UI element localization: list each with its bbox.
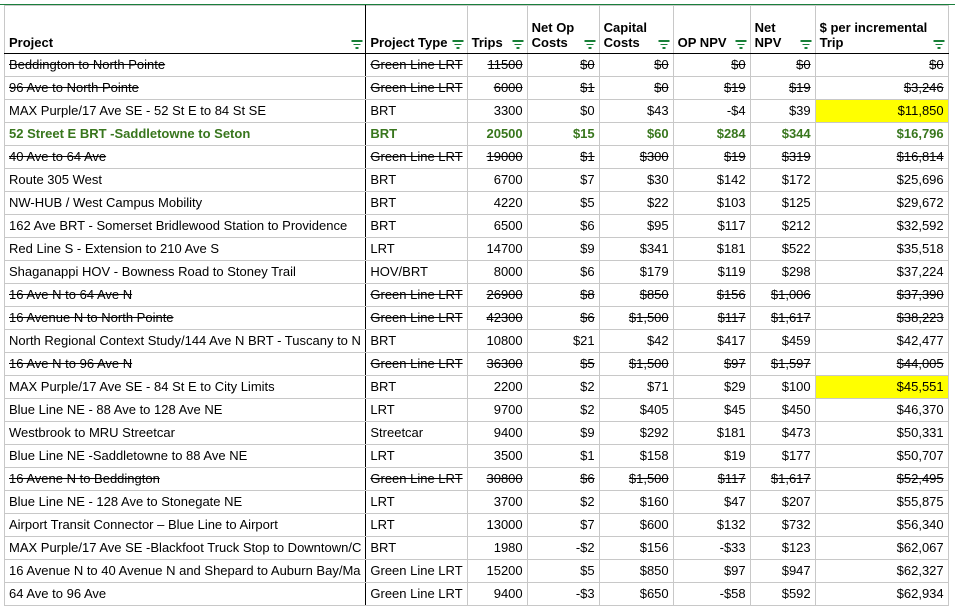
header-trips[interactable] (467, 6, 527, 54)
cell-capital[interactable]: $60 (599, 123, 673, 146)
cell-capital[interactable]: $30 (599, 169, 673, 192)
cell-netnpv[interactable]: $592 (750, 583, 815, 606)
table-row (5, 123, 949, 146)
cell-opnpv[interactable]: $45 (673, 399, 750, 422)
cell-netnpv[interactable]: $0 (750, 54, 815, 77)
cell-opnpv[interactable]: -$33 (673, 537, 750, 560)
cell-capital[interactable]: $1,500 (599, 353, 673, 376)
cell-type[interactable]: BRT (366, 537, 467, 560)
cell-netop[interactable]: $5 (527, 353, 599, 376)
cell-netnpv[interactable]: $459 (750, 330, 815, 353)
cell-capital[interactable]: $600 (599, 514, 673, 537)
cell-capital[interactable]: $42 (599, 330, 673, 353)
cell-per-trip[interactable]: $50,331 (815, 422, 948, 445)
cell-project[interactable]: MAX Purple/17 Ave SE -Blackfoot Truck Stop to Downtown/C (5, 537, 366, 560)
cell-per-trip[interactable]: $44,005 (815, 353, 948, 376)
table-row (5, 284, 949, 307)
cell-capital[interactable]: $160 (599, 491, 673, 514)
table-row (5, 146, 949, 169)
cell-netnpv[interactable]: $1,617 (750, 468, 815, 491)
cell-netnpv[interactable]: $19 (750, 77, 815, 100)
cell-type[interactable]: BRT (366, 330, 467, 353)
cell-opnpv[interactable]: -$58 (673, 583, 750, 606)
header-project[interactable] (5, 6, 366, 54)
cell-project[interactable]: MAX Purple/17 Ave SE - 84 St E to City Limits (5, 376, 366, 399)
cell-netop[interactable]: $1 (527, 77, 599, 100)
cell-opnpv[interactable]: $29 (673, 376, 750, 399)
cell-trips[interactable]: 9400 (467, 583, 527, 606)
table-row (5, 560, 949, 583)
filter-icon[interactable] (453, 40, 464, 49)
header-project-label: Project (9, 35, 54, 50)
cell-netop[interactable]: $7 (527, 169, 599, 192)
cell-type[interactable]: BRT (366, 169, 467, 192)
cell-trips[interactable]: 30800 (467, 468, 527, 491)
cell-opnpv[interactable]: -$4 (673, 100, 750, 123)
table-row (5, 353, 949, 376)
cell-type[interactable]: Green Line LRT (366, 307, 467, 330)
cell-netop[interactable]: $7 (527, 514, 599, 537)
cell-capital[interactable]: $71 (599, 376, 673, 399)
cell-type[interactable]: Green Line LRT (366, 468, 467, 491)
cell-opnpv[interactable]: $19 (673, 146, 750, 169)
cell-netop[interactable]: $6 (527, 215, 599, 238)
cell-trips[interactable]: 42300 (467, 307, 527, 330)
cell-capital[interactable]: $300 (599, 146, 673, 169)
cell-trips[interactable]: 10800 (467, 330, 527, 353)
cell-trips[interactable]: 11500 (467, 54, 527, 77)
cell-per-trip[interactable]: $62,067 (815, 537, 948, 560)
cell-netnpv[interactable]: $298 (750, 261, 815, 284)
header-per-trip-label: $ per incremental Trip (819, 20, 928, 50)
cell-type[interactable]: LRT (366, 445, 467, 468)
cell-opnpv[interactable]: $142 (673, 169, 750, 192)
filter-icon[interactable] (801, 40, 812, 49)
cell-netop[interactable]: $1 (527, 445, 599, 468)
cell-capital[interactable]: $341 (599, 238, 673, 261)
cell-per-trip[interactable]: $50,707 (815, 445, 948, 468)
cell-per-trip[interactable]: $16,796 (815, 123, 948, 146)
cell-netop[interactable]: $0 (527, 100, 599, 123)
filter-icon[interactable] (351, 40, 362, 49)
cell-trips[interactable]: 2200 (467, 376, 527, 399)
cell-per-trip[interactable]: $11,850 (815, 100, 948, 123)
cell-netnpv[interactable]: $172 (750, 169, 815, 192)
cell-netop[interactable]: $5 (527, 192, 599, 215)
cell-per-trip[interactable]: $62,934 (815, 583, 948, 606)
cell-project[interactable]: Blue Line NE -Saddletowne to 88 Ave NE (5, 445, 366, 468)
cell-type[interactable]: Green Line LRT (366, 560, 467, 583)
cell-project[interactable]: 40 Ave to 64 Ave (5, 146, 366, 169)
cell-project[interactable]: North Regional Context Study/144 Ave N BRT - Tuscany to N (5, 330, 366, 353)
header-netop[interactable] (527, 6, 599, 54)
header-opnpv-label: OP NPV (677, 35, 727, 50)
filter-icon[interactable] (934, 40, 945, 49)
cell-trips[interactable]: 14700 (467, 238, 527, 261)
cell-netnpv[interactable]: $319 (750, 146, 815, 169)
cell-per-trip[interactable]: $37,390 (815, 284, 948, 307)
cell-type[interactable]: LRT (366, 399, 467, 422)
cell-per-trip[interactable]: $29,672 (815, 192, 948, 215)
cell-trips[interactable]: 26900 (467, 284, 527, 307)
cell-netnpv[interactable]: $212 (750, 215, 815, 238)
cell-project[interactable]: Red Line S - Extension to 210 Ave S (5, 238, 366, 261)
table-row (5, 307, 949, 330)
cell-per-trip[interactable]: $56,340 (815, 514, 948, 537)
cell-trips[interactable]: 6500 (467, 215, 527, 238)
cell-trips[interactable]: 6700 (467, 169, 527, 192)
cell-opnpv[interactable]: $103 (673, 192, 750, 215)
cell-opnpv[interactable]: $117 (673, 215, 750, 238)
header-per-trip[interactable] (815, 6, 948, 54)
cell-project[interactable]: 16 Avenue N to North Pointe (5, 307, 366, 330)
cell-trips[interactable]: 3500 (467, 445, 527, 468)
table-row (5, 169, 949, 192)
header-type-label: Project Type (370, 35, 448, 50)
cell-project[interactable]: Beddington to North Pointe (5, 54, 366, 77)
cell-per-trip[interactable]: $52,495 (815, 468, 948, 491)
cell-project[interactable]: 52 Street E BRT -Saddletowne to Seton (5, 123, 366, 146)
cell-trips[interactable]: 9700 (467, 399, 527, 422)
cell-netnpv[interactable]: $1,617 (750, 307, 815, 330)
table-row (5, 583, 949, 606)
cell-opnpv[interactable]: $47 (673, 491, 750, 514)
table-row (5, 399, 949, 422)
cell-type[interactable]: BRT (366, 215, 467, 238)
cell-type[interactable]: BRT (366, 192, 467, 215)
cell-netnpv[interactable]: $100 (750, 376, 815, 399)
cell-per-trip[interactable]: $25,696 (815, 169, 948, 192)
header-capital[interactable] (599, 6, 673, 54)
cell-netnpv[interactable]: $473 (750, 422, 815, 445)
cell-opnpv[interactable]: $117 (673, 468, 750, 491)
cell-per-trip[interactable]: $46,370 (815, 399, 948, 422)
header-netnpv[interactable] (750, 6, 815, 54)
filter-icon[interactable] (585, 40, 596, 49)
cell-netnpv[interactable]: $344 (750, 123, 815, 146)
cell-trips[interactable]: 13000 (467, 514, 527, 537)
cell-type[interactable]: Green Line LRT (366, 284, 467, 307)
cell-netop[interactable]: $9 (527, 238, 599, 261)
cell-opnpv[interactable]: $417 (673, 330, 750, 353)
cell-netnpv[interactable]: $522 (750, 238, 815, 261)
cell-capital[interactable]: $95 (599, 215, 673, 238)
table-row (5, 261, 949, 284)
table-row (5, 77, 949, 100)
cell-opnpv[interactable]: $97 (673, 353, 750, 376)
cell-per-trip[interactable]: $45,551 (815, 376, 948, 399)
cell-netop[interactable]: $0 (527, 54, 599, 77)
project-table (4, 5, 949, 606)
cell-trips[interactable]: 1980 (467, 537, 527, 560)
cell-netop[interactable]: $21 (527, 330, 599, 353)
cell-project[interactable]: Blue Line NE - 128 Ave to Stonegate NE (5, 491, 366, 514)
cell-opnpv[interactable]: $117 (673, 307, 750, 330)
cell-netop[interactable]: $1 (527, 146, 599, 169)
cell-netnpv[interactable]: $450 (750, 399, 815, 422)
cell-capital[interactable]: $0 (599, 77, 673, 100)
cell-capital[interactable]: $0 (599, 54, 673, 77)
header-trips-label: Trips (471, 35, 503, 50)
cell-netop[interactable]: $6 (527, 468, 599, 491)
cell-capital[interactable]: $43 (599, 100, 673, 123)
cell-netop[interactable]: $15 (527, 123, 599, 146)
cell-type[interactable]: Green Line LRT (366, 583, 467, 606)
cell-capital[interactable]: $850 (599, 284, 673, 307)
cell-capital[interactable]: $850 (599, 560, 673, 583)
cell-netop[interactable]: $9 (527, 422, 599, 445)
cell-trips[interactable]: 19000 (467, 146, 527, 169)
table-row (5, 537, 949, 560)
cell-opnpv[interactable]: $156 (673, 284, 750, 307)
cell-per-trip[interactable]: $32,592 (815, 215, 948, 238)
cell-project[interactable]: 16 Ave N to 64 Ave N (5, 284, 366, 307)
cell-trips[interactable]: 36300 (467, 353, 527, 376)
cell-netnpv[interactable]: $123 (750, 537, 815, 560)
cell-project[interactable]: Route 305 West (5, 169, 366, 192)
cell-netnpv[interactable]: $125 (750, 192, 815, 215)
cell-netnpv[interactable]: $732 (750, 514, 815, 537)
cell-trips[interactable]: 20500 (467, 123, 527, 146)
table-row (5, 376, 949, 399)
cell-project[interactable]: 162 Ave BRT - Somerset Bridlewood Station to Providence (5, 215, 366, 238)
cell-trips[interactable]: 3300 (467, 100, 527, 123)
cell-per-trip[interactable]: $42,477 (815, 330, 948, 353)
cell-type[interactable]: Green Line LRT (366, 77, 467, 100)
cell-netop[interactable]: -$2 (527, 537, 599, 560)
cell-capital[interactable]: $158 (599, 445, 673, 468)
cell-trips[interactable]: 3700 (467, 491, 527, 514)
cell-capital[interactable]: $292 (599, 422, 673, 445)
header-type[interactable] (366, 6, 467, 54)
cell-type[interactable]: BRT (366, 123, 467, 146)
cell-project[interactable]: 16 Ave N to 96 Ave N (5, 353, 366, 376)
cell-project[interactable]: MAX Purple/17 Ave SE - 52 St E to 84 St SE (5, 100, 366, 123)
table-row (5, 445, 949, 468)
cell-project[interactable]: Airport Transit Connector – Blue Line to Airport (5, 514, 366, 537)
cell-netop[interactable]: $8 (527, 284, 599, 307)
table-row (5, 514, 949, 537)
header-netnpv-label: Net NPV (754, 20, 782, 50)
cell-per-trip[interactable]: $3,246 (815, 77, 948, 100)
cell-capital[interactable]: $156 (599, 537, 673, 560)
cell-opnpv[interactable]: $181 (673, 422, 750, 445)
cell-netnpv[interactable]: $947 (750, 560, 815, 583)
table-row (5, 192, 949, 215)
cell-opnpv[interactable]: $0 (673, 54, 750, 77)
cell-trips[interactable]: 4220 (467, 192, 527, 215)
cell-netop[interactable]: $2 (527, 376, 599, 399)
cell-opnpv[interactable]: $181 (673, 238, 750, 261)
table-row (5, 422, 949, 445)
cell-type[interactable]: LRT (366, 491, 467, 514)
cell-opnpv[interactable]: $119 (673, 261, 750, 284)
cell-per-trip[interactable]: $35,518 (815, 238, 948, 261)
cell-project[interactable]: NW-HUB / West Campus Mobility (5, 192, 366, 215)
cell-opnpv[interactable]: $19 (673, 445, 750, 468)
cell-opnpv[interactable]: $19 (673, 77, 750, 100)
cell-type[interactable]: BRT (366, 100, 467, 123)
cell-type[interactable]: Green Line LRT (366, 353, 467, 376)
cell-per-trip[interactable]: $16,814 (815, 146, 948, 169)
cell-type[interactable]: LRT (366, 238, 467, 261)
table-row (5, 100, 949, 123)
cell-per-trip[interactable]: $37,224 (815, 261, 948, 284)
cell-capital[interactable]: $1,500 (599, 307, 673, 330)
cell-trips[interactable]: 8000 (467, 261, 527, 284)
filter-icon[interactable] (659, 40, 670, 49)
cell-netop[interactable]: $6 (527, 261, 599, 284)
cell-capital[interactable]: $650 (599, 583, 673, 606)
cell-project[interactable]: Blue Line NE - 88 Ave to 128 Ave NE (5, 399, 366, 422)
cell-per-trip[interactable]: $55,875 (815, 491, 948, 514)
cell-netop[interactable]: $5 (527, 560, 599, 583)
cell-netnpv[interactable]: $39 (750, 100, 815, 123)
cell-netnpv[interactable]: $1,597 (750, 353, 815, 376)
cell-per-trip[interactable]: $62,327 (815, 560, 948, 583)
cell-project[interactable]: Westbrook to MRU Streetcar (5, 422, 366, 445)
cell-per-trip[interactable]: $0 (815, 54, 948, 77)
cell-netnpv[interactable]: $207 (750, 491, 815, 514)
cell-trips[interactable]: 6000 (467, 77, 527, 100)
cell-netop[interactable]: $2 (527, 491, 599, 514)
header-netop-label: Net Op Costs (531, 20, 575, 50)
table-row (5, 238, 949, 261)
cell-type[interactable]: Green Line LRT (366, 54, 467, 77)
cell-per-trip[interactable]: $38,223 (815, 307, 948, 330)
cell-type[interactable]: BRT (366, 376, 467, 399)
filter-icon[interactable] (736, 40, 747, 49)
cell-capital[interactable]: $22 (599, 192, 673, 215)
cell-trips[interactable]: 15200 (467, 560, 527, 583)
cell-capital[interactable]: $179 (599, 261, 673, 284)
cell-project[interactable]: 16 Avenue N to 40 Avenue N and Shepard to Auburn Bay/Ma (5, 560, 366, 583)
table-row (5, 468, 949, 491)
cell-type[interactable]: Streetcar (366, 422, 467, 445)
table-row (5, 215, 949, 238)
cell-project[interactable]: 96 Ave to North Pointe (5, 77, 366, 100)
cell-project[interactable]: Shaganappi HOV - Bowness Road to Stoney Trail (5, 261, 366, 284)
cell-netop[interactable]: -$3 (527, 583, 599, 606)
cell-opnpv[interactable]: $132 (673, 514, 750, 537)
cell-type[interactable]: LRT (366, 514, 467, 537)
cell-netnpv[interactable]: $1,006 (750, 284, 815, 307)
table-row (5, 54, 949, 77)
table-row (5, 491, 949, 514)
cell-type[interactable]: Green Line LRT (366, 146, 467, 169)
cell-type[interactable]: HOV/BRT (366, 261, 467, 284)
cell-netnpv[interactable]: $177 (750, 445, 815, 468)
header-capital-label: Capital Costs (603, 20, 647, 50)
table-row (5, 330, 949, 353)
header-row (5, 6, 949, 54)
header-opnpv[interactable] (673, 6, 750, 54)
cell-project[interactable]: 16 Avene N to Beddington (5, 468, 366, 491)
cell-capital[interactable]: $405 (599, 399, 673, 422)
cell-netop[interactable]: $6 (527, 307, 599, 330)
filter-icon[interactable] (513, 40, 524, 49)
cell-trips[interactable]: 9400 (467, 422, 527, 445)
cell-capital[interactable]: $1,500 (599, 468, 673, 491)
cell-opnpv[interactable]: $284 (673, 123, 750, 146)
cell-opnpv[interactable]: $97 (673, 560, 750, 583)
cell-project[interactable]: 64 Ave to 96 Ave (5, 583, 366, 606)
cell-netop[interactable]: $2 (527, 399, 599, 422)
